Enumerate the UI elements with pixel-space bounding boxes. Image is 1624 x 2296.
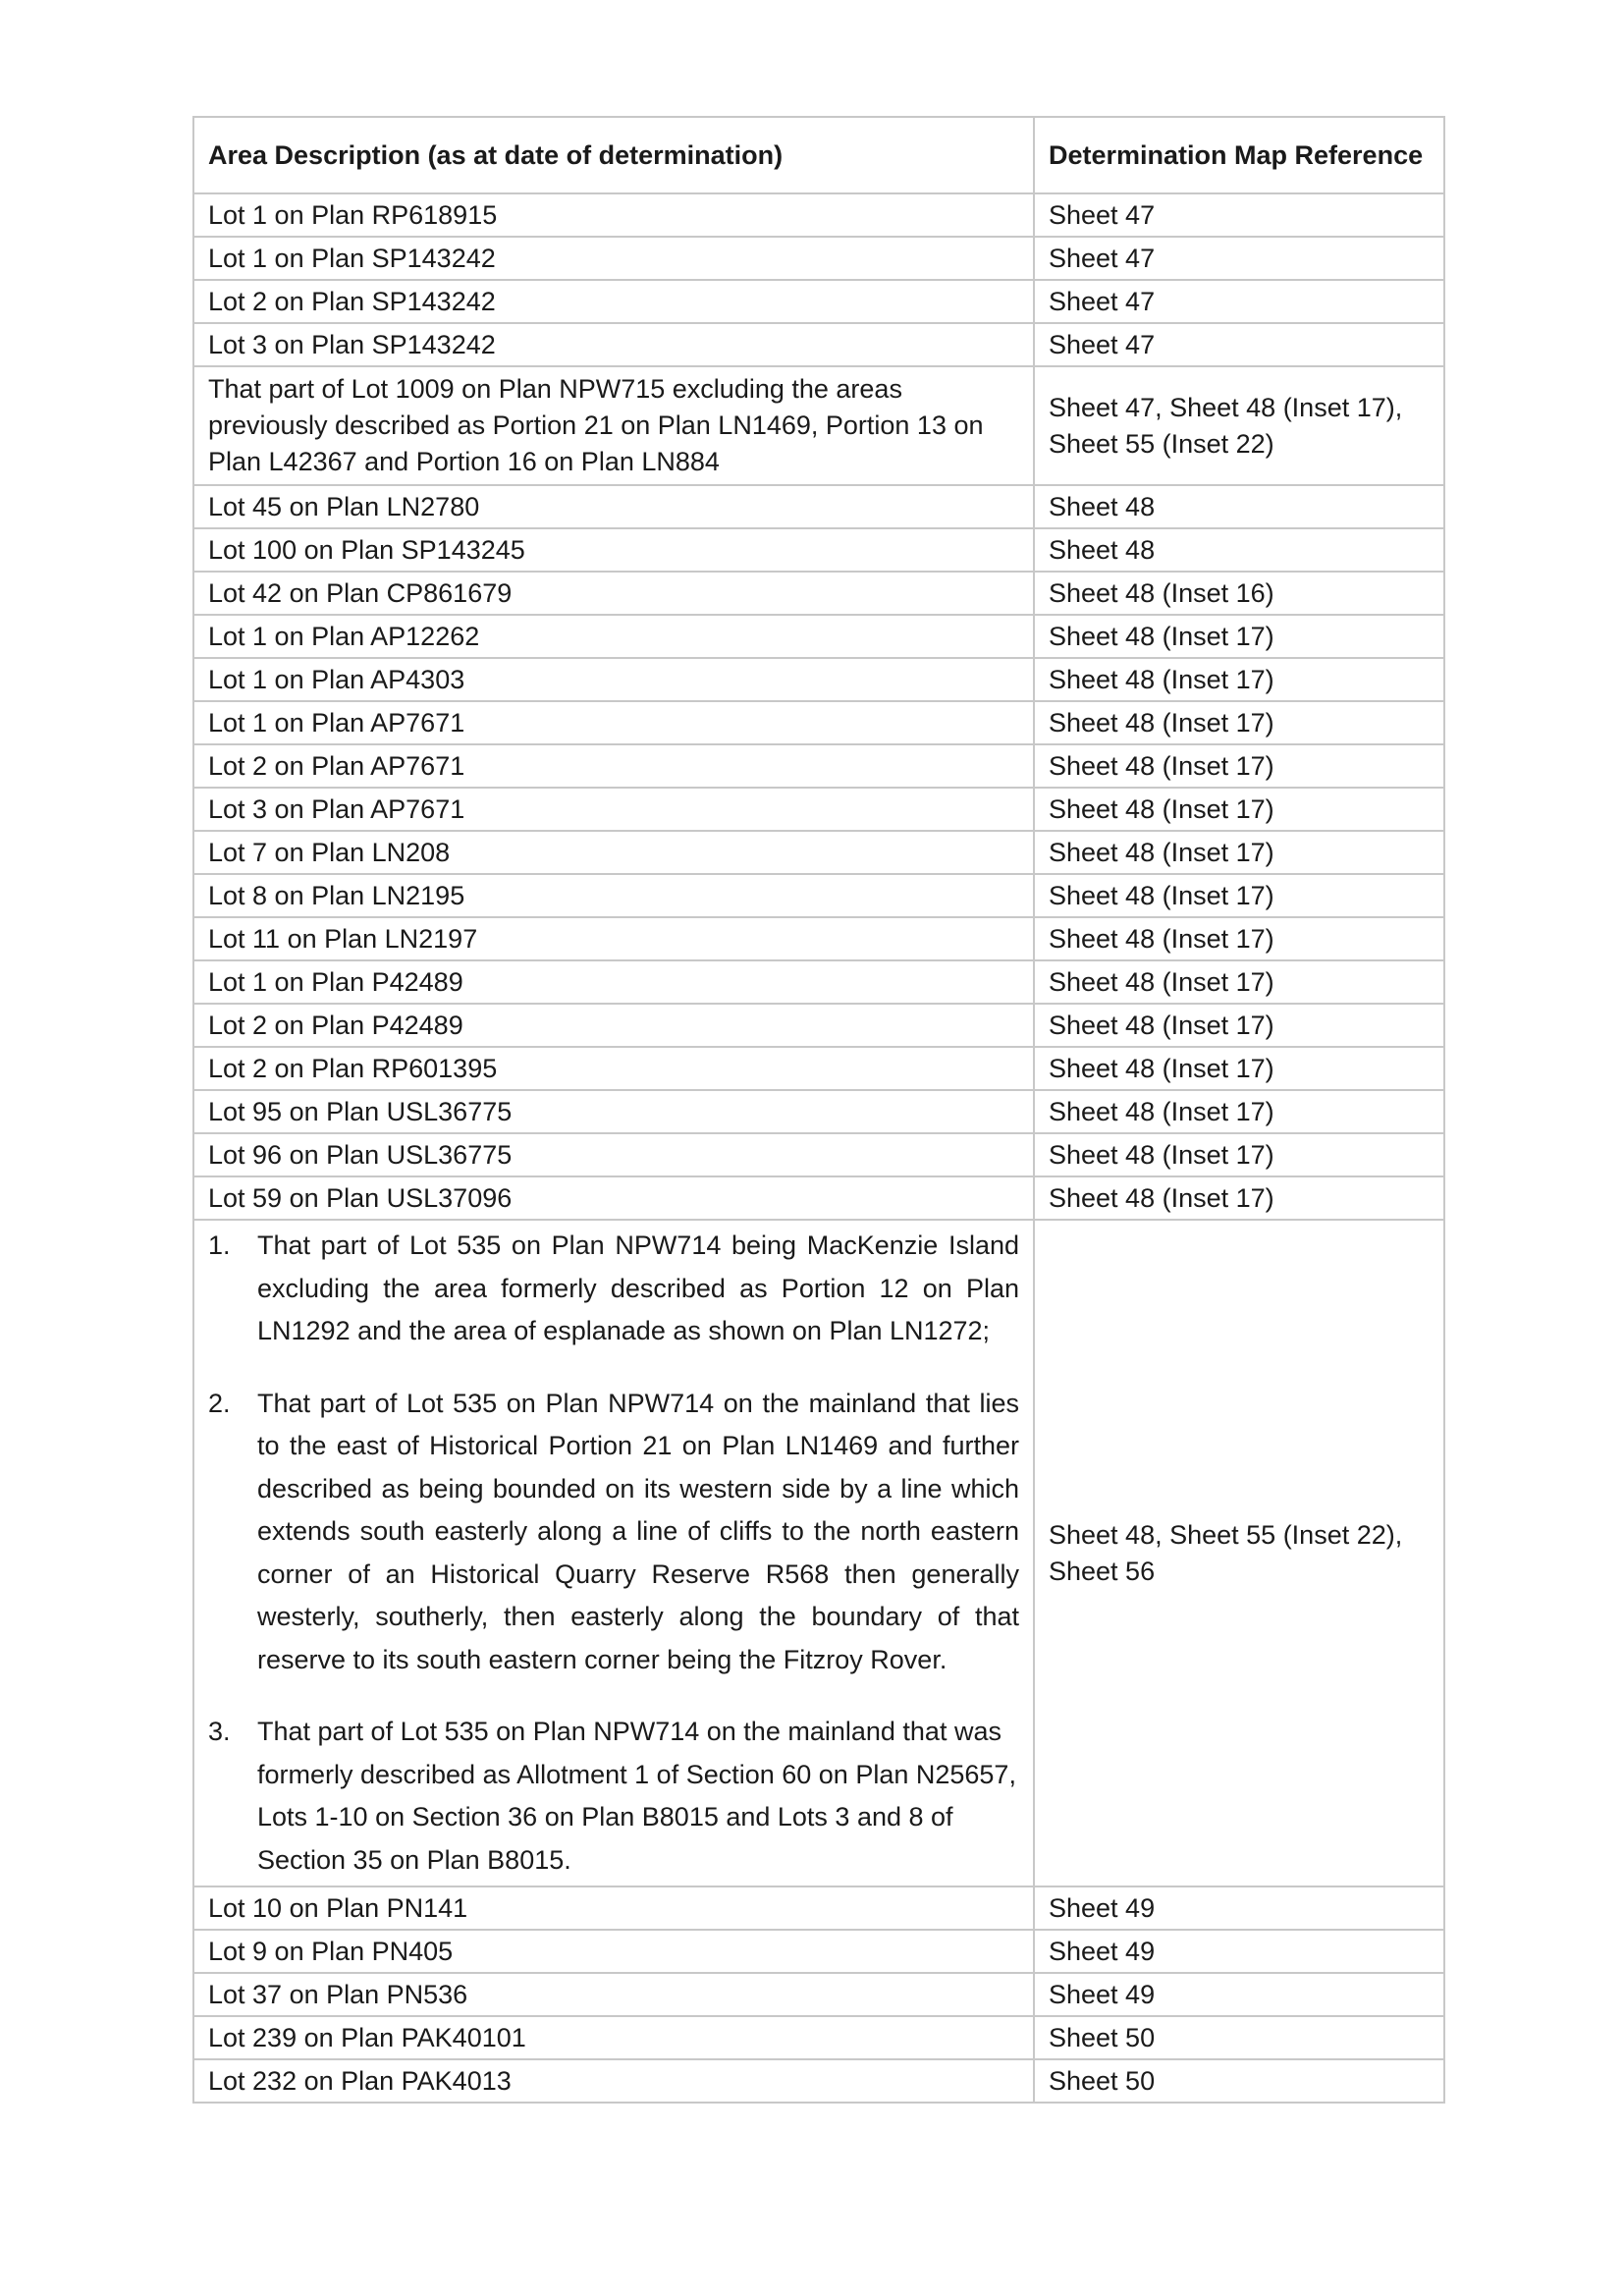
map-reference-cell: Sheet 47: [1034, 193, 1444, 237]
area-description-cell: Lot 1 on Plan AP12262: [193, 615, 1034, 658]
area-description-cell: Lot 2 on Plan AP7671: [193, 744, 1034, 788]
area-description-cell: Lot 1 on Plan AP4303: [193, 658, 1034, 701]
area-description-cell: Lot 3 on Plan AP7671: [193, 788, 1034, 831]
list-item: [208, 1225, 1019, 1353]
map-reference-cell: Sheet 49: [1034, 1886, 1444, 1930]
area-description-cell: Lot 7 on Plan LN208: [193, 831, 1034, 874]
area-description-cell: Lot 1 on Plan SP143242: [193, 237, 1034, 280]
table-row: [193, 1886, 1444, 1930]
map-reference-cell: Sheet 48 (Inset 16): [1034, 572, 1444, 615]
area-description-list: [208, 1225, 1019, 1882]
map-reference-cell: Sheet 48 (Inset 17): [1034, 1004, 1444, 1047]
map-reference-cell: Sheet 48 (Inset 17): [1034, 788, 1444, 831]
table-row: [193, 572, 1444, 615]
map-reference-cell: Sheet 48 (Inset 17): [1034, 831, 1444, 874]
list-item-text: That part of Lot 535 on Plan NPW714 being MacKenzie Island excluding the area formerly described as Portion 12 on Plan LN1292 and the area of esplanade as shown on Plan LN1272;: [257, 1230, 1019, 1345]
list-item-number: 2.: [208, 1388, 231, 1418]
header-area-description: Area Description (as at date of determination): [193, 117, 1034, 193]
map-reference-cell: Sheet 48 (Inset 17): [1034, 1176, 1444, 1220]
area-description-cell: Lot 3 on Plan SP143242: [193, 323, 1034, 366]
area-description-cell: Lot 1 on Plan RP618915: [193, 193, 1034, 237]
map-reference-cell: Sheet 48 (Inset 17): [1034, 658, 1444, 701]
map-reference-cell: Sheet 48 (Inset 17): [1034, 1047, 1444, 1090]
map-reference-cell: Sheet 49: [1034, 1930, 1444, 1973]
area-description-cell: Lot 239 on Plan PAK40101: [193, 2016, 1034, 2059]
area-description-cell: Lot 10 on Plan PN141: [193, 1886, 1034, 1930]
table-row: [193, 658, 1444, 701]
area-description-cell: Lot 2 on Plan RP601395: [193, 1047, 1034, 1090]
map-reference-cell: Sheet 48 (Inset 17): [1034, 1090, 1444, 1133]
map-reference-cell: Sheet 47, Sheet 48 (Inset 17), Sheet 55 (Inset 22): [1034, 366, 1444, 485]
table-row: [193, 193, 1444, 237]
area-description-cell: Lot 96 on Plan USL36775: [193, 1133, 1034, 1176]
table-body-list: [193, 1220, 1444, 1886]
table-row: [193, 615, 1444, 658]
table-row: [193, 528, 1444, 572]
table-body-bottom: [193, 1886, 1444, 2103]
table-row: [193, 788, 1444, 831]
table-row: [193, 237, 1444, 280]
table-row: [193, 485, 1444, 528]
map-reference-cell: Sheet 48, Sheet 55 (Inset 22), Sheet 56: [1034, 1220, 1444, 1886]
table-row: [193, 744, 1444, 788]
map-reference-cell: Sheet 48 (Inset 17): [1034, 960, 1444, 1004]
area-description-cell: Lot 9 on Plan PN405: [193, 1930, 1034, 1973]
table-row: [193, 701, 1444, 744]
map-reference-cell: Sheet 48 (Inset 17): [1034, 701, 1444, 744]
table-row: [193, 280, 1444, 323]
table-row: [193, 2016, 1444, 2059]
determination-table: [192, 116, 1445, 2104]
list-item: [208, 1383, 1019, 1682]
table-row: [193, 323, 1444, 366]
table-row: [193, 917, 1444, 960]
table-row: [193, 1004, 1444, 1047]
table-row: [193, 1133, 1444, 1176]
table-row: [193, 1973, 1444, 2016]
map-reference-cell: Sheet 48: [1034, 528, 1444, 572]
list-item-number: 3.: [208, 1717, 231, 1746]
area-description-cell: Lot 100 on Plan SP143245: [193, 528, 1034, 572]
table-row: [193, 831, 1444, 874]
table-body-top: [193, 193, 1444, 1220]
area-description-cell: Lot 59 on Plan USL37096: [193, 1176, 1034, 1220]
map-reference-cell: Sheet 50: [1034, 2059, 1444, 2103]
map-reference-cell: Sheet 48 (Inset 17): [1034, 615, 1444, 658]
table-row: [193, 1220, 1444, 1886]
map-reference-cell: Sheet 47: [1034, 237, 1444, 280]
map-reference-cell: Sheet 48 (Inset 17): [1034, 744, 1444, 788]
list-item: [208, 1711, 1019, 1882]
area-description-list-cell: [193, 1220, 1034, 1886]
map-reference-cell: Sheet 48: [1034, 485, 1444, 528]
map-reference-cell: Sheet 48 (Inset 17): [1034, 917, 1444, 960]
table-header-row: [193, 117, 1444, 193]
map-reference-cell: Sheet 47: [1034, 323, 1444, 366]
table-row: [193, 874, 1444, 917]
map-reference-cell: Sheet 48 (Inset 17): [1034, 874, 1444, 917]
header-map-reference: Determination Map Reference: [1034, 117, 1444, 193]
map-reference-cell: Sheet 47: [1034, 280, 1444, 323]
table-row: [193, 1176, 1444, 1220]
area-description-cell: Lot 232 on Plan PAK4013: [193, 2059, 1034, 2103]
map-reference-cell: Sheet 48 (Inset 17): [1034, 1133, 1444, 1176]
area-description-cell: Lot 2 on Plan SP143242: [193, 280, 1034, 323]
list-item-text: That part of Lot 535 on Plan NPW714 on the mainland that was formerly described as Allotment 1 of Section 60 on Plan N25657, Lots 1-10 on Section 36 on Plan B8015 and Lots 3 and 8 of Section 35 on Plan B8015.: [257, 1717, 1016, 1875]
area-description-cell: Lot 95 on Plan USL36775: [193, 1090, 1034, 1133]
list-item-number: 1.: [208, 1230, 231, 1260]
table-row: [193, 960, 1444, 1004]
table-row: [193, 366, 1444, 485]
list-item-text: That part of Lot 535 on Plan NPW714 on the mainland that lies to the east of Historical Portion 21 on Plan LN1469 and further described as being bounded on its western side by a line which extends south easterly along a line of cliffs to the north eastern corner of an Historical Quarry Reserve R568 then generally westerly, southerly, then easterly along the boundary of that reserve to its south eastern corner being the Fitzroy Rover.: [257, 1388, 1019, 1674]
table-row: [193, 1930, 1444, 1973]
area-description-cell: Lot 11 on Plan LN2197: [193, 917, 1034, 960]
map-reference-cell: Sheet 50: [1034, 2016, 1444, 2059]
area-description-cell: Lot 37 on Plan PN536: [193, 1973, 1034, 2016]
area-description-cell: Lot 8 on Plan LN2195: [193, 874, 1034, 917]
map-reference-cell: Sheet 49: [1034, 1973, 1444, 2016]
table-row: [193, 2059, 1444, 2103]
area-description-cell: That part of Lot 1009 on Plan NPW715 excluding the areas previously described as Portion 21 on Plan LN1469, Portion 13 on Plan L42367 and Portion 16 on Plan LN884: [193, 366, 1034, 485]
area-description-cell: Lot 1 on Plan AP7671: [193, 701, 1034, 744]
area-description-cell: Lot 1 on Plan P42489: [193, 960, 1034, 1004]
area-description-cell: Lot 42 on Plan CP861679: [193, 572, 1034, 615]
area-description-cell: Lot 2 on Plan P42489: [193, 1004, 1034, 1047]
area-description-cell: Lot 45 on Plan LN2780: [193, 485, 1034, 528]
table-row: [193, 1047, 1444, 1090]
table-row: [193, 1090, 1444, 1133]
